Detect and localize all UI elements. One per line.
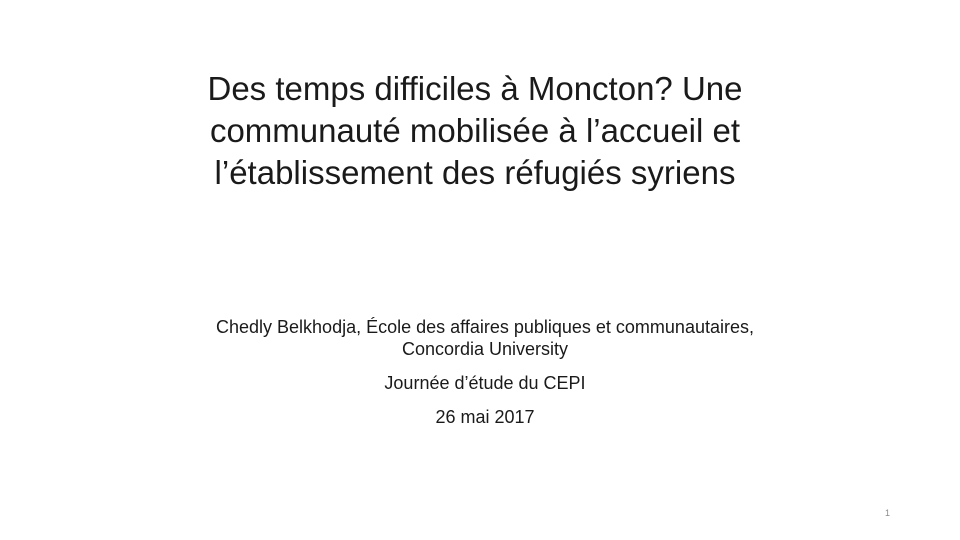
slide-title: [120, 68, 830, 194]
slide-number: 1: [884, 508, 890, 518]
author-affiliation-line-2: Concordia University: [401, 339, 569, 359]
event-name: Journée d’étude du CEPI: [384, 373, 586, 393]
event-date: 26 mai 2017: [435, 407, 535, 427]
author-affiliation-line-1: Chedly Belkhodja, École des affaires publiques et communautaires,: [216, 317, 754, 337]
title-line-3: l’établissement des réfugiés syriens: [214, 154, 736, 191]
slide-subtitle: [120, 316, 850, 428]
title-line-2: communauté mobilisée à l’accueil et: [209, 112, 741, 149]
title-line-1: Des temps difficiles à Moncton? Une: [207, 70, 743, 107]
